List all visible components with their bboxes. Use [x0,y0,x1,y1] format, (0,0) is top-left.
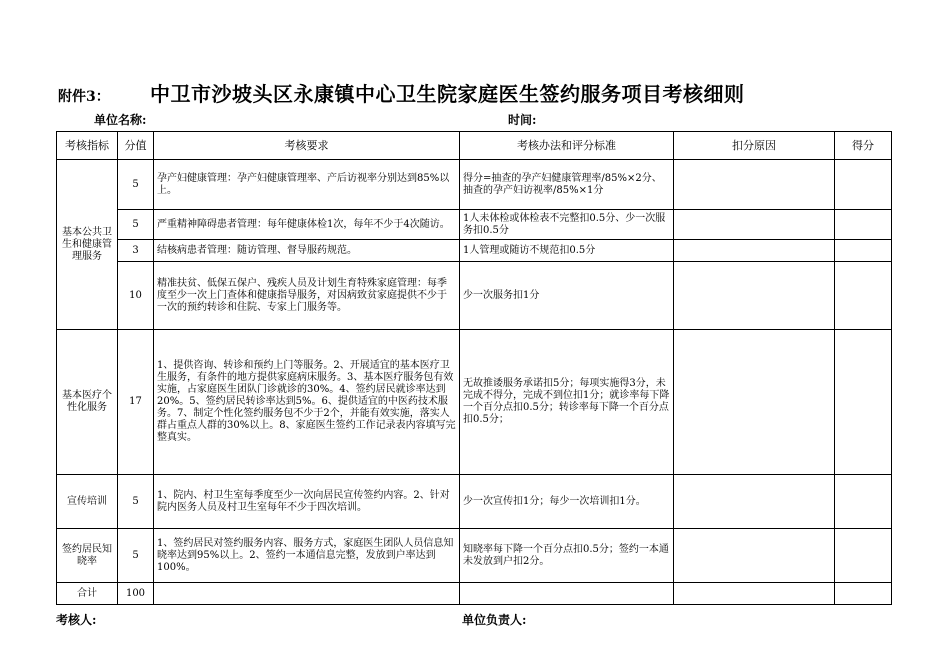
total-deduction-cell[interactable] [674,583,835,605]
total-method-cell [460,583,674,605]
row-score: 5 [118,529,154,583]
table-row [57,210,892,240]
row-score-cell[interactable] [835,160,892,210]
group-awareness-rate: 签约居民知晓率 [57,529,118,583]
header-obtained-score: 得分 [835,132,892,160]
table-row [57,262,892,330]
row-score-cell[interactable] [835,262,892,330]
row-score: 3 [118,240,154,262]
row-score-cell[interactable] [835,240,892,262]
assessment-table [56,131,892,605]
header-score: 分值 [118,132,154,160]
unit-head-label: 单位负责人: [462,613,527,627]
row-score-cell[interactable] [835,330,892,475]
row-method: 少一次宣传扣1分；每少一次培训扣1分。 [460,475,674,529]
document-title: 中卫市沙坡头区永康镇中心卫生院家庭医生签约服务项目考核细则 [150,82,745,106]
row-requirement: 1、提供咨询、转诊和预约上门等服务。2、开展适宜的基本医疗卫生服务，有条件的地方提供家庭病床服务。3、基本医疗服务包有效实施，占家庭医生团队门诊就诊的30%。4、签约居民就诊率达到20%。5、签约居民转诊率达到5%。6、提供适宜的中医药技术服务。7、制定个性化签约服务包不少于2个，并能有效实施，落实人群占重点人群的30%以上。8、家庭医生签约工作记录表内容填写完整真实。 [154,330,460,475]
row-score-cell[interactable] [835,475,892,529]
row-requirement: 结核病患者管理：随访管理、督导服药规范。 [154,240,460,262]
total-row [57,583,892,605]
header-method: 考核办法和评分标准 [460,132,674,160]
table-header-row [57,132,892,160]
table-row [57,475,892,529]
time-label: 时间: [508,113,537,127]
row-score: 5 [118,210,154,240]
table-row [57,160,892,210]
table-row [57,330,892,475]
row-method: 少一次服务扣1分 [460,262,674,330]
row-score: 5 [118,160,154,210]
table-row [57,240,892,262]
group-publicity-training: 宣传培训 [57,475,118,529]
row-deduction-cell[interactable] [674,160,835,210]
attachment-label: 附件3： [58,89,110,105]
row-method: 知晓率每下降一个百分点扣0.5分；签约一本通未发放到户扣2分。 [460,529,674,583]
row-deduction-cell[interactable] [674,262,835,330]
row-requirement: 1、院内、村卫生室每季度至少一次向居民宣传签约内容。2、针对院内医务人员及村卫生室每年不少于四次培训。 [154,475,460,529]
unit-name-label: 单位名称: [94,113,147,127]
total-score: 100 [118,583,154,605]
row-score-cell[interactable] [835,210,892,240]
row-requirement: 严重精神障碍患者管理：每年健康体检1次，每年不少于4次随访。 [154,210,460,240]
header-indicator: 考核指标 [57,132,118,160]
row-requirement: 1、签约居民对签约服务内容、服务方式，家庭医生团队人员信息知晓率达到95%以上。2、签约一本通信息完整，发放到户率达到100%。 [154,529,460,583]
assessor-label: 考核人: [56,613,97,627]
total-obtained-cell[interactable] [835,583,892,605]
header-requirement: 考核要求 [154,132,460,160]
row-deduction-cell[interactable] [674,475,835,529]
row-score: 5 [118,475,154,529]
row-deduction-cell[interactable] [674,240,835,262]
row-requirement: 精准扶贫、低保五保户、残疾人员及计划生育特殊家庭管理：每季度至少一次上门查体和健康指导服务，对因病致贫家庭提供不少于一次的预约转诊和住院、专家上门服务等。 [154,262,460,330]
row-method: 1人未体检或体检表不完整扣0.5分、少一次服务扣0.5分 [460,210,674,240]
group-public-health: 基本公共卫生和健康管理服务 [57,160,118,330]
row-score: 10 [118,262,154,330]
row-deduction-cell[interactable] [674,210,835,240]
row-score: 17 [118,330,154,475]
total-requirement-cell [154,583,460,605]
row-method: 无故推诿服务承诺扣5分；每项实施得3分，未完成不得分，完成不到位扣1分；就诊率每下降一个百分点扣0.5分；转诊率每下降一个百分点扣0.5分； [460,330,674,475]
row-method: 得分=抽查的孕产妇健康管理率/85%×2分、抽查的孕产妇访视率/85%×1分 [460,160,674,210]
total-label: 合计 [57,583,118,605]
row-requirement: 孕产妇健康管理：孕产妇健康管理率、产后访视率分别达到85%以上。 [154,160,460,210]
row-deduction-cell[interactable] [674,529,835,583]
row-deduction-cell[interactable] [674,330,835,475]
header-deduction-reason: 扣分原因 [674,132,835,160]
group-basic-medical: 基本医疗个性化服务 [57,330,118,475]
row-method: 1人管理或随访不规范扣0.5分 [460,240,674,262]
row-score-cell[interactable] [835,529,892,583]
table-row [57,529,892,583]
